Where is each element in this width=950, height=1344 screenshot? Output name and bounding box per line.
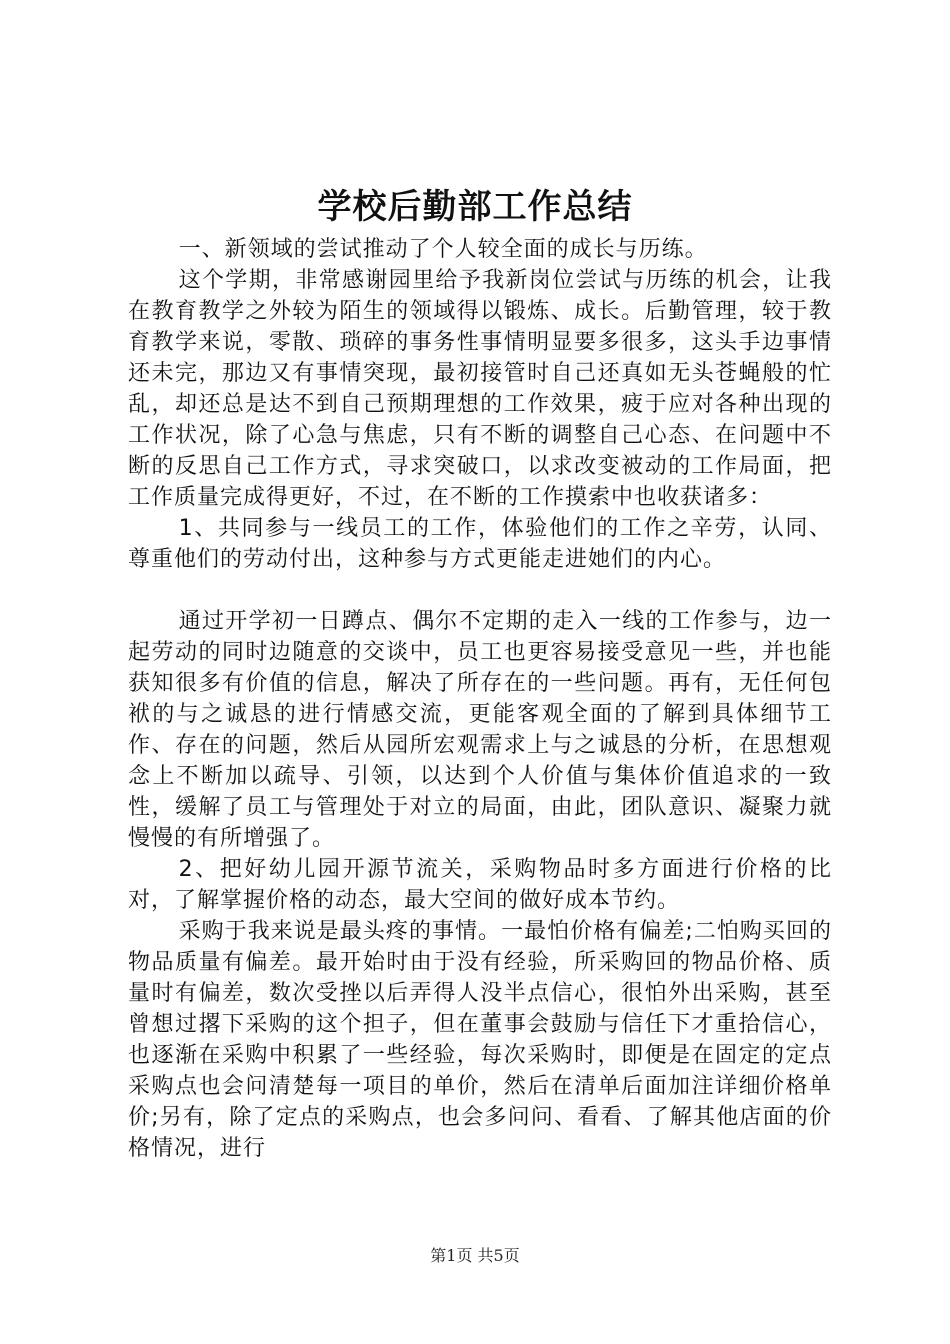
list-item-1: 1、共同参与一线员工的工作，体验他们的工作之辛劳，认同、尊重他们的劳动付出，这种参与方式更能走进她们的内心。 [128, 516, 832, 572]
document-body [128, 234, 832, 1164]
list-item-2: 2、把好幼儿园开源节流关，采购物品时多方面进行价格的比对，了解掌握价格的动态，最大空间的做好成本节约。 [128, 857, 832, 913]
document-title: 学校后勤部工作总结 [317, 187, 633, 227]
section-heading-1: 一、新领域的尝试推动了个人较全面的成长与历练。 [178, 237, 708, 262]
body-paragraph: 这个学期，非常感谢园里给予我新岗位尝试与历练的机会，让我在教育教学之外较为陌生的领域得以锻炼、成长。后勤管理，较于教育教学来说，零散、琐碎的事务性事情明显要多很多，这头手边事情还未完，那边又有事情突现，最初接管时自己还真如无头苍蝇般的忙乱，却还总是达不到自己预期理想的工作效果，疲于应对各种出现的工作状况，除了心急与焦虑，只有不断的调整自己心态、在问题中不断的反思自己工作方式，寻求突破口，以求改变被动的工作局面，把工作质量完成得更好，不过，在不断的工作摸索中也收获诸多： [128, 268, 832, 510]
body-paragraph: 通过开学初一日蹲点、偶尔不定期的走入一线的工作参与，边一起劳动的同时边随意的交谈中，员工也更容易接受意见一些，并也能获知很多有价值的信息，解决了所存在的一些问题。再有，无任何包袱的与之诚恳的进行情感交流，更能客观全面的了解到具体细节工作、存在的问题，然后从园所宏观需求上与之诚恳的分析，在思想观念上不断加以疏导、引领，以达到个人价值与集体价值追求的一致性，缓解了员工与管理处于对立的局面，由此，团队意识、凝聚力就慢慢的有所增强了。 [128, 609, 832, 851]
page-number-footer: 第1页 共5页 [430, 1246, 520, 1265]
body-paragraph: 采购于我来说是最头疼的事情。一最怕价格有偏差;二怕购买回的物品质量有偏差。最开始时由于没有经验，所采购回的物品价格、质量时有偏差，数次受挫以后弄得人没半点信心，很怕外出采购，甚至曾想过撂下采购的这个担子，但在董事会鼓励与信任下才重拾信心，也逐渐在采购中积累了一些经验，每次采购时，即便是在固定的定点采购点也会问清楚每一项目的单价，然后在清单后面加注详细价格单价;另有，除了定点的采购点，也会多问问、看看、了解其他店面的价格情况，进行 [128, 919, 832, 1161]
